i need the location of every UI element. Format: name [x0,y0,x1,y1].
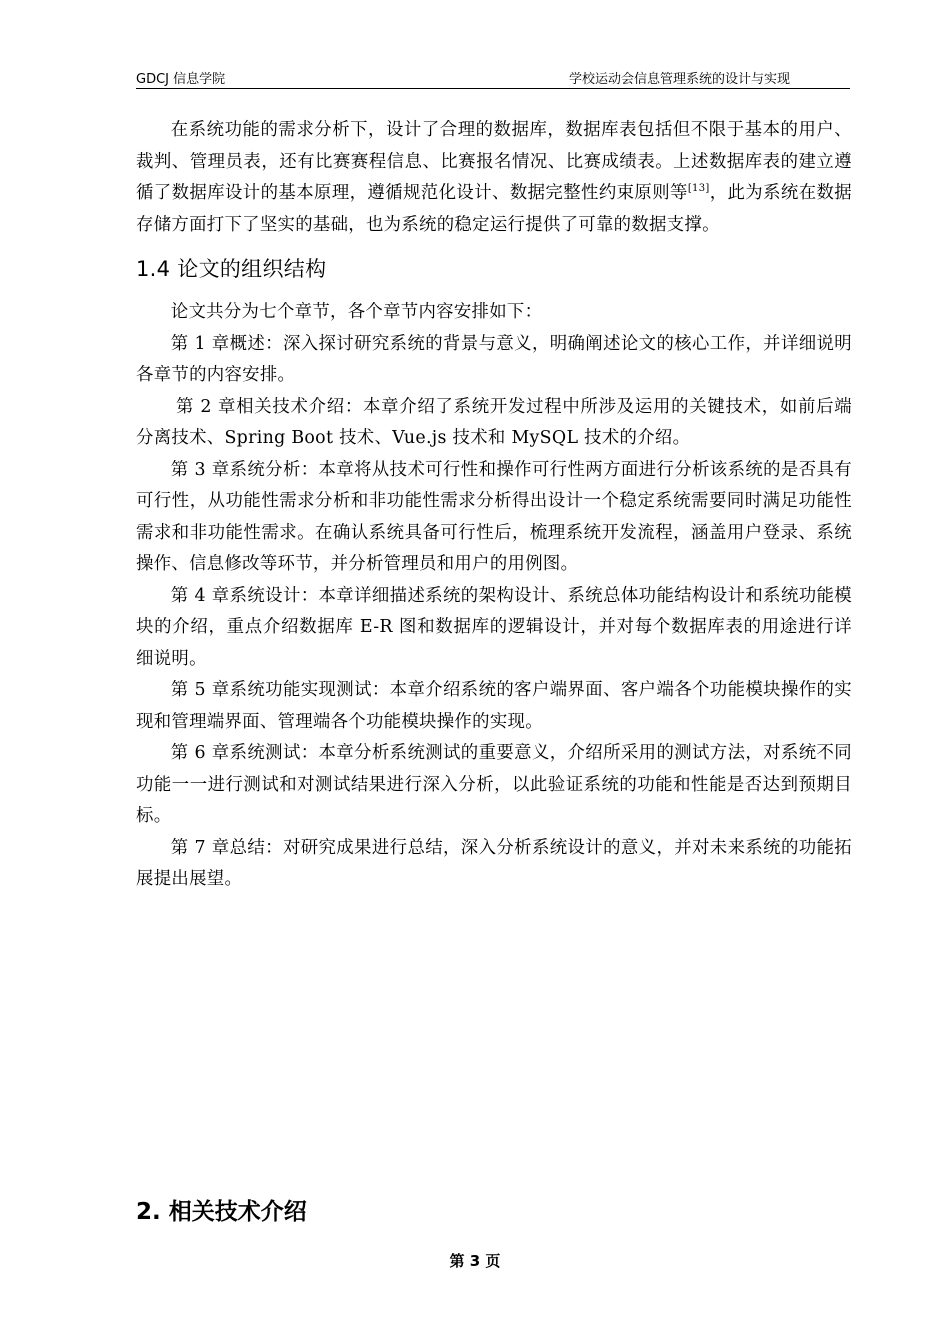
page-number: 第 3 页 [449,1252,501,1270]
paragraph-chapter-4: 第 4 章系统设计：本章详细描述系统的架构设计、系统总体功能结构设计和系统功能模块的介绍，重点介绍数据库 E-R 图和数据库的逻辑设计，并对每个数据库表的用途进行详细说明。 [136,585,852,669]
body-text [136,115,852,896]
section-heading: 1.4 论文的组织结构 [136,257,327,281]
chapter-heading: 2. 相关技术介绍 [136,1199,307,1225]
header-thesis-title: 学校运动会信息管理系统的设计与实现 [568,72,790,87]
citation-marker: [13] [687,183,710,195]
paragraph-chapter-6: 第 6 章系统测试：本章分析系统测试的重要意义，介绍所采用的测试方法，对系统不同功能一一进行测试和对测试结果进行深入分析，以此验证系统的功能和性能是否达到预期目标。 [136,743,852,826]
header-school: GDCJ 信息学院 [136,72,226,87]
intro-text-after-cite: ，此为系统在数据存储方面打下了坚实的基础，也为系统的稳定运行提供了可靠的数据支撑。 [136,183,852,235]
paragraph-chapter-7: 第 7 章总结：对研究成果进行总结，深入分析系统设计的意义，并对未来系统的功能拓展提出展望。 [136,837,852,889]
paragraph-chapter-5: 第 5 章系统功能实现测试：本章介绍系统的客户端界面、客户端各个功能模块操作的实现和管理端界面、管理端各个功能模块操作的实现。 [136,680,852,732]
page-header [136,68,850,89]
paragraph-chapter-1: 第 1 章概述：深入探讨研究系统的背景与意义，明确阐述论文的核心工作，并详细说明各章节的内容安排。 [136,333,852,385]
paragraph-overview: 论文共分为七个章节，各个章节内容安排如下： [170,302,543,322]
intro-text-before-cite: 在系统功能的需求分析下，设计了合理的数据库，数据库表包括但不限于基本的用户、裁判、管理员表，还有比赛赛程信息、比赛报名情况、比赛成绩表。上述数据库表的建立遵循了数据库设计的基本原理，遵循规范化设计、数据完整性约束原则等 [136,120,852,203]
paragraph-chapter-2: 第 2 章相关技术介绍：本章介绍了系统开发过程中所涉及运用的关键技术，如前后端分离技术、Spring Boot 技术、Vue.js 技术和 MySQL 技术的介绍。 [136,396,852,448]
paragraph-chapter-3: 第 3 章系统分析：本章将从技术可行性和操作可行性两方面进行分析该系统的是否具有可行性，从功能性需求分析和非功能性需求分析得出设计一个稳定系统需要同时满足功能性需求和非功能性需求。在确认系统具备可行性后，梳理系统开发流程，涵盖用户登录、系统操作、信息修改等环节，并分析管理员和用户的用例图。 [136,459,852,574]
intro-paragraph [136,115,852,241]
